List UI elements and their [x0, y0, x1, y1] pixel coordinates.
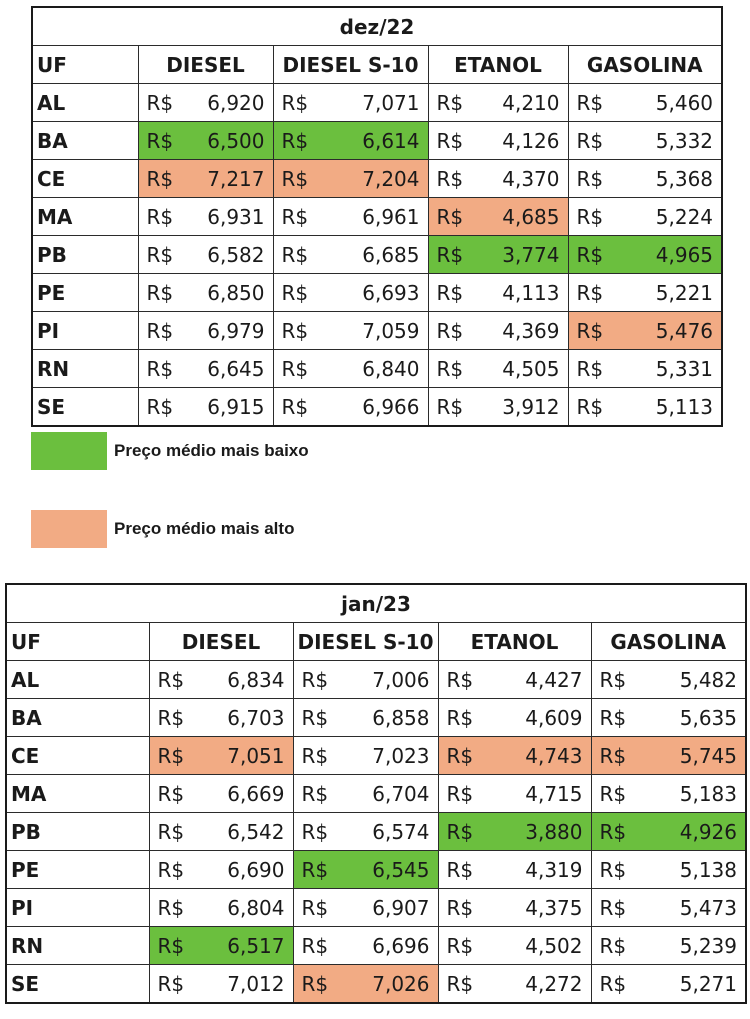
- price-value: 4,375: [525, 895, 583, 920]
- price-cell: [293, 813, 438, 851]
- table-row: [32, 274, 722, 312]
- price-cell: [568, 122, 722, 160]
- price-cell: [438, 927, 591, 965]
- currency-label: R$: [146, 280, 174, 305]
- currency-label: R$: [446, 933, 474, 958]
- currency-label: R$: [599, 857, 627, 882]
- currency-label: R$: [436, 280, 464, 305]
- uf-cell: RN: [32, 350, 138, 388]
- price-cell: [568, 388, 722, 427]
- price-cell: [568, 350, 722, 388]
- currency-label: R$: [576, 204, 604, 229]
- column-header: ETANOL: [428, 46, 568, 84]
- table-row: [32, 236, 722, 274]
- price-value: 4,926: [679, 819, 738, 844]
- uf-cell: MA: [6, 775, 149, 813]
- price-cell: [568, 274, 722, 312]
- currency-label: R$: [301, 895, 329, 920]
- price-cell: [273, 122, 428, 160]
- price-cell: [149, 927, 293, 965]
- price-cell: [591, 927, 746, 965]
- currency-label: R$: [576, 128, 604, 153]
- price-value: 5,460: [655, 90, 714, 115]
- price-value: 6,703: [227, 705, 285, 730]
- price-value: 4,113: [502, 280, 560, 305]
- price-cell: [138, 84, 273, 122]
- price-cell: [591, 699, 746, 737]
- price-cell: [568, 160, 722, 198]
- price-value: 7,051: [227, 743, 285, 768]
- uf-cell: SE: [32, 388, 138, 427]
- legend-low-swatch: [31, 432, 107, 470]
- price-cell: [293, 737, 438, 775]
- currency-label: R$: [281, 280, 309, 305]
- price-cell: [591, 775, 746, 813]
- uf-cell: PB: [32, 236, 138, 274]
- currency-label: R$: [301, 971, 329, 996]
- currency-label: R$: [436, 90, 464, 115]
- price-cell: [138, 312, 273, 350]
- price-cell: [273, 312, 428, 350]
- uf-cell: PE: [6, 851, 149, 889]
- uf-cell: BA: [6, 699, 149, 737]
- uf-cell: PI: [32, 312, 138, 350]
- price-value: 6,614: [362, 128, 420, 153]
- table-title: jan/23: [6, 584, 746, 623]
- price-cell: [438, 699, 591, 737]
- price-value: 7,071: [362, 90, 420, 115]
- price-cell: [149, 889, 293, 927]
- currency-label: R$: [599, 743, 627, 768]
- price-cell: [438, 889, 591, 927]
- table-row: [32, 350, 722, 388]
- currency-label: R$: [281, 242, 309, 267]
- column-header: ETANOL: [438, 623, 591, 661]
- price-value: 6,500: [207, 128, 265, 153]
- currency-label: R$: [599, 895, 627, 920]
- currency-label: R$: [576, 280, 604, 305]
- currency-label: R$: [436, 356, 464, 381]
- price-value: 7,217: [207, 166, 265, 191]
- price-value: 6,517: [227, 933, 285, 958]
- currency-label: R$: [446, 781, 474, 806]
- price-value: 4,609: [525, 705, 583, 730]
- price-cell: [591, 889, 746, 927]
- price-cell: [149, 661, 293, 699]
- price-cell: [428, 388, 568, 427]
- price-value: 4,505: [502, 356, 560, 381]
- price-value: 6,804: [227, 895, 285, 920]
- price-value: 4,272: [525, 971, 583, 996]
- price-value: 6,850: [207, 280, 265, 305]
- uf-cell: PB: [6, 813, 149, 851]
- price-value: 5,271: [679, 971, 738, 996]
- currency-label: R$: [281, 394, 309, 419]
- table-row: [32, 198, 722, 236]
- currency-label: R$: [157, 743, 185, 768]
- currency-label: R$: [146, 128, 174, 153]
- price-cell: [438, 661, 591, 699]
- currency-label: R$: [436, 242, 464, 267]
- price-cell: [273, 388, 428, 427]
- price-value: 5,635: [679, 705, 738, 730]
- currency-label: R$: [576, 318, 604, 343]
- column-header: DIESEL: [149, 623, 293, 661]
- uf-cell: AL: [6, 661, 149, 699]
- currency-label: R$: [146, 166, 174, 191]
- price-value: 5,183: [679, 781, 738, 806]
- price-table-jan23: [5, 583, 747, 1004]
- currency-label: R$: [157, 781, 185, 806]
- uf-cell: BA: [32, 122, 138, 160]
- price-cell: [568, 198, 722, 236]
- currency-label: R$: [599, 705, 627, 730]
- price-value: 6,858: [372, 705, 430, 730]
- price-cell: [149, 775, 293, 813]
- price-cell: [568, 84, 722, 122]
- price-cell: [273, 198, 428, 236]
- table-row: [6, 737, 746, 775]
- currency-label: R$: [446, 857, 474, 882]
- uf-cell: AL: [32, 84, 138, 122]
- price-value: 4,319: [525, 857, 583, 882]
- price-value: 5,224: [655, 204, 714, 229]
- price-value: 4,715: [525, 781, 583, 806]
- price-cell: [428, 350, 568, 388]
- currency-label: R$: [301, 933, 329, 958]
- table-row: [32, 388, 722, 427]
- currency-label: R$: [599, 781, 627, 806]
- currency-label: R$: [157, 667, 185, 692]
- price-value: 6,840: [362, 356, 420, 381]
- currency-label: R$: [436, 128, 464, 153]
- column-header: GASOLINA: [591, 623, 746, 661]
- price-value: 6,907: [372, 895, 430, 920]
- price-value: 5,113: [655, 394, 714, 419]
- price-value: 5,331: [655, 356, 714, 381]
- currency-label: R$: [576, 356, 604, 381]
- legend-high: [31, 510, 294, 548]
- table-row: [32, 84, 722, 122]
- currency-label: R$: [146, 90, 174, 115]
- price-value: 6,582: [207, 242, 265, 267]
- price-value: 5,221: [655, 280, 714, 305]
- currency-label: R$: [599, 971, 627, 996]
- price-value: 6,966: [362, 394, 420, 419]
- price-cell: [591, 851, 746, 889]
- price-cell: [293, 927, 438, 965]
- price-value: 7,204: [362, 166, 420, 191]
- column-header: GASOLINA: [568, 46, 722, 84]
- currency-label: R$: [146, 242, 174, 267]
- currency-label: R$: [157, 971, 185, 996]
- price-cell: [138, 160, 273, 198]
- currency-label: R$: [146, 318, 174, 343]
- price-cell: [591, 965, 746, 1004]
- currency-label: R$: [146, 394, 174, 419]
- price-value: 3,912: [502, 394, 560, 419]
- price-value: 4,502: [525, 933, 583, 958]
- price-cell: [149, 851, 293, 889]
- price-cell: [438, 775, 591, 813]
- legend-low: [31, 432, 309, 470]
- price-cell: [293, 851, 438, 889]
- price-cell: [568, 236, 722, 274]
- price-cell: [438, 965, 591, 1004]
- price-value: 5,368: [655, 166, 714, 191]
- price-cell: [428, 198, 568, 236]
- currency-label: R$: [146, 204, 174, 229]
- currency-label: R$: [281, 90, 309, 115]
- price-value: 6,542: [227, 819, 285, 844]
- currency-label: R$: [281, 318, 309, 343]
- price-value: 4,743: [525, 743, 583, 768]
- uf-cell: CE: [32, 160, 138, 198]
- uf-cell: PI: [6, 889, 149, 927]
- price-cell: [138, 122, 273, 160]
- table-row: [32, 122, 722, 160]
- price-value: 6,685: [362, 242, 420, 267]
- table-row: [6, 661, 746, 699]
- table-row: [6, 927, 746, 965]
- table-row: [6, 699, 746, 737]
- price-value: 4,126: [502, 128, 560, 153]
- currency-label: R$: [599, 667, 627, 692]
- uf-cell: PE: [32, 274, 138, 312]
- currency-label: R$: [599, 819, 627, 844]
- table-row: [32, 312, 722, 350]
- currency-label: R$: [446, 971, 474, 996]
- price-cell: [428, 274, 568, 312]
- column-header: DIESEL S-10: [273, 46, 428, 84]
- price-value: 5,482: [679, 667, 738, 692]
- column-header: UF: [32, 46, 138, 84]
- price-value: 5,473: [679, 895, 738, 920]
- price-cell: [293, 775, 438, 813]
- price-cell: [273, 350, 428, 388]
- price-value: 5,476: [655, 318, 714, 343]
- table-row: [6, 851, 746, 889]
- currency-label: R$: [446, 667, 474, 692]
- price-cell: [138, 388, 273, 427]
- price-value: 6,574: [372, 819, 430, 844]
- price-value: 7,026: [372, 971, 430, 996]
- price-value: 5,745: [679, 743, 738, 768]
- price-cell: [438, 813, 591, 851]
- price-cell: [138, 350, 273, 388]
- currency-label: R$: [576, 166, 604, 191]
- price-cell: [138, 274, 273, 312]
- price-value: 6,704: [372, 781, 430, 806]
- currency-label: R$: [576, 90, 604, 115]
- price-cell: [591, 737, 746, 775]
- price-cell: [428, 84, 568, 122]
- table-row: [6, 965, 746, 1004]
- price-cell: [293, 965, 438, 1004]
- column-header: UF: [6, 623, 149, 661]
- price-cell: [428, 236, 568, 274]
- currency-label: R$: [301, 819, 329, 844]
- price-cell: [293, 699, 438, 737]
- price-value: 6,645: [207, 356, 265, 381]
- currency-label: R$: [446, 819, 474, 844]
- table-title: dez/22: [32, 7, 722, 46]
- price-cell: [438, 737, 591, 775]
- price-cell: [273, 236, 428, 274]
- price-value: 6,915: [207, 394, 265, 419]
- uf-cell: SE: [6, 965, 149, 1004]
- price-cell: [138, 198, 273, 236]
- price-value: 5,239: [679, 933, 738, 958]
- price-cell: [273, 84, 428, 122]
- price-value: 4,427: [525, 667, 583, 692]
- price-value: 6,690: [227, 857, 285, 882]
- table-row: [6, 775, 746, 813]
- currency-label: R$: [281, 356, 309, 381]
- uf-cell: MA: [32, 198, 138, 236]
- price-value: 3,880: [525, 819, 583, 844]
- price-cell: [428, 312, 568, 350]
- currency-label: R$: [157, 705, 185, 730]
- currency-label: R$: [436, 318, 464, 343]
- price-cell: [293, 661, 438, 699]
- currency-label: R$: [599, 933, 627, 958]
- currency-label: R$: [301, 781, 329, 806]
- price-cell: [438, 851, 591, 889]
- price-value: 6,669: [227, 781, 285, 806]
- price-value: 6,696: [372, 933, 430, 958]
- legend-low-label: Preço médio mais baixo: [114, 441, 309, 460]
- table-row: [32, 160, 722, 198]
- currency-label: R$: [446, 895, 474, 920]
- currency-label: R$: [301, 705, 329, 730]
- price-cell: [293, 889, 438, 927]
- currency-label: R$: [146, 356, 174, 381]
- currency-label: R$: [436, 204, 464, 229]
- price-value: 6,834: [227, 667, 285, 692]
- currency-label: R$: [446, 743, 474, 768]
- column-header: DIESEL: [138, 46, 273, 84]
- price-cell: [428, 122, 568, 160]
- column-header: DIESEL S-10: [293, 623, 438, 661]
- currency-label: R$: [436, 166, 464, 191]
- price-table-dez22: [31, 6, 723, 427]
- currency-label: R$: [301, 743, 329, 768]
- price-value: 4,965: [655, 242, 714, 267]
- currency-label: R$: [281, 204, 309, 229]
- currency-label: R$: [281, 128, 309, 153]
- currency-label: R$: [301, 857, 329, 882]
- table-row: [6, 889, 746, 927]
- price-cell: [149, 699, 293, 737]
- currency-label: R$: [157, 857, 185, 882]
- currency-label: R$: [576, 394, 604, 419]
- price-value: 4,685: [502, 204, 560, 229]
- price-cell: [149, 737, 293, 775]
- price-cell: [138, 236, 273, 274]
- uf-cell: RN: [6, 927, 149, 965]
- price-value: 6,545: [372, 857, 430, 882]
- price-value: 6,961: [362, 204, 420, 229]
- legend-high-label: Preço médio mais alto: [114, 519, 295, 538]
- currency-label: R$: [157, 895, 185, 920]
- currency-label: R$: [281, 166, 309, 191]
- currency-label: R$: [157, 819, 185, 844]
- currency-label: R$: [446, 705, 474, 730]
- price-value: 6,920: [207, 90, 265, 115]
- price-value: 4,210: [502, 90, 560, 115]
- price-cell: [149, 965, 293, 1004]
- price-value: 5,332: [655, 128, 714, 153]
- currency-label: R$: [301, 667, 329, 692]
- currency-label: R$: [576, 242, 604, 267]
- legend-high-swatch: [31, 510, 107, 548]
- price-value: 6,979: [207, 318, 265, 343]
- price-cell: [428, 160, 568, 198]
- table-row: [6, 813, 746, 851]
- price-value: 7,006: [372, 667, 430, 692]
- price-cell: [273, 160, 428, 198]
- price-value: 7,012: [227, 971, 285, 996]
- price-value: 5,138: [679, 857, 738, 882]
- price-value: 3,774: [502, 242, 560, 267]
- price-cell: [591, 661, 746, 699]
- price-value: 4,370: [502, 166, 560, 191]
- price-value: 6,931: [207, 204, 265, 229]
- price-value: 4,369: [502, 318, 560, 343]
- uf-cell: CE: [6, 737, 149, 775]
- currency-label: R$: [436, 394, 464, 419]
- price-cell: [149, 813, 293, 851]
- currency-label: R$: [157, 933, 185, 958]
- price-value: 7,023: [372, 743, 430, 768]
- price-cell: [591, 813, 746, 851]
- price-cell: [568, 312, 722, 350]
- price-value: 7,059: [362, 318, 420, 343]
- price-value: 6,693: [362, 280, 420, 305]
- price-cell: [273, 274, 428, 312]
